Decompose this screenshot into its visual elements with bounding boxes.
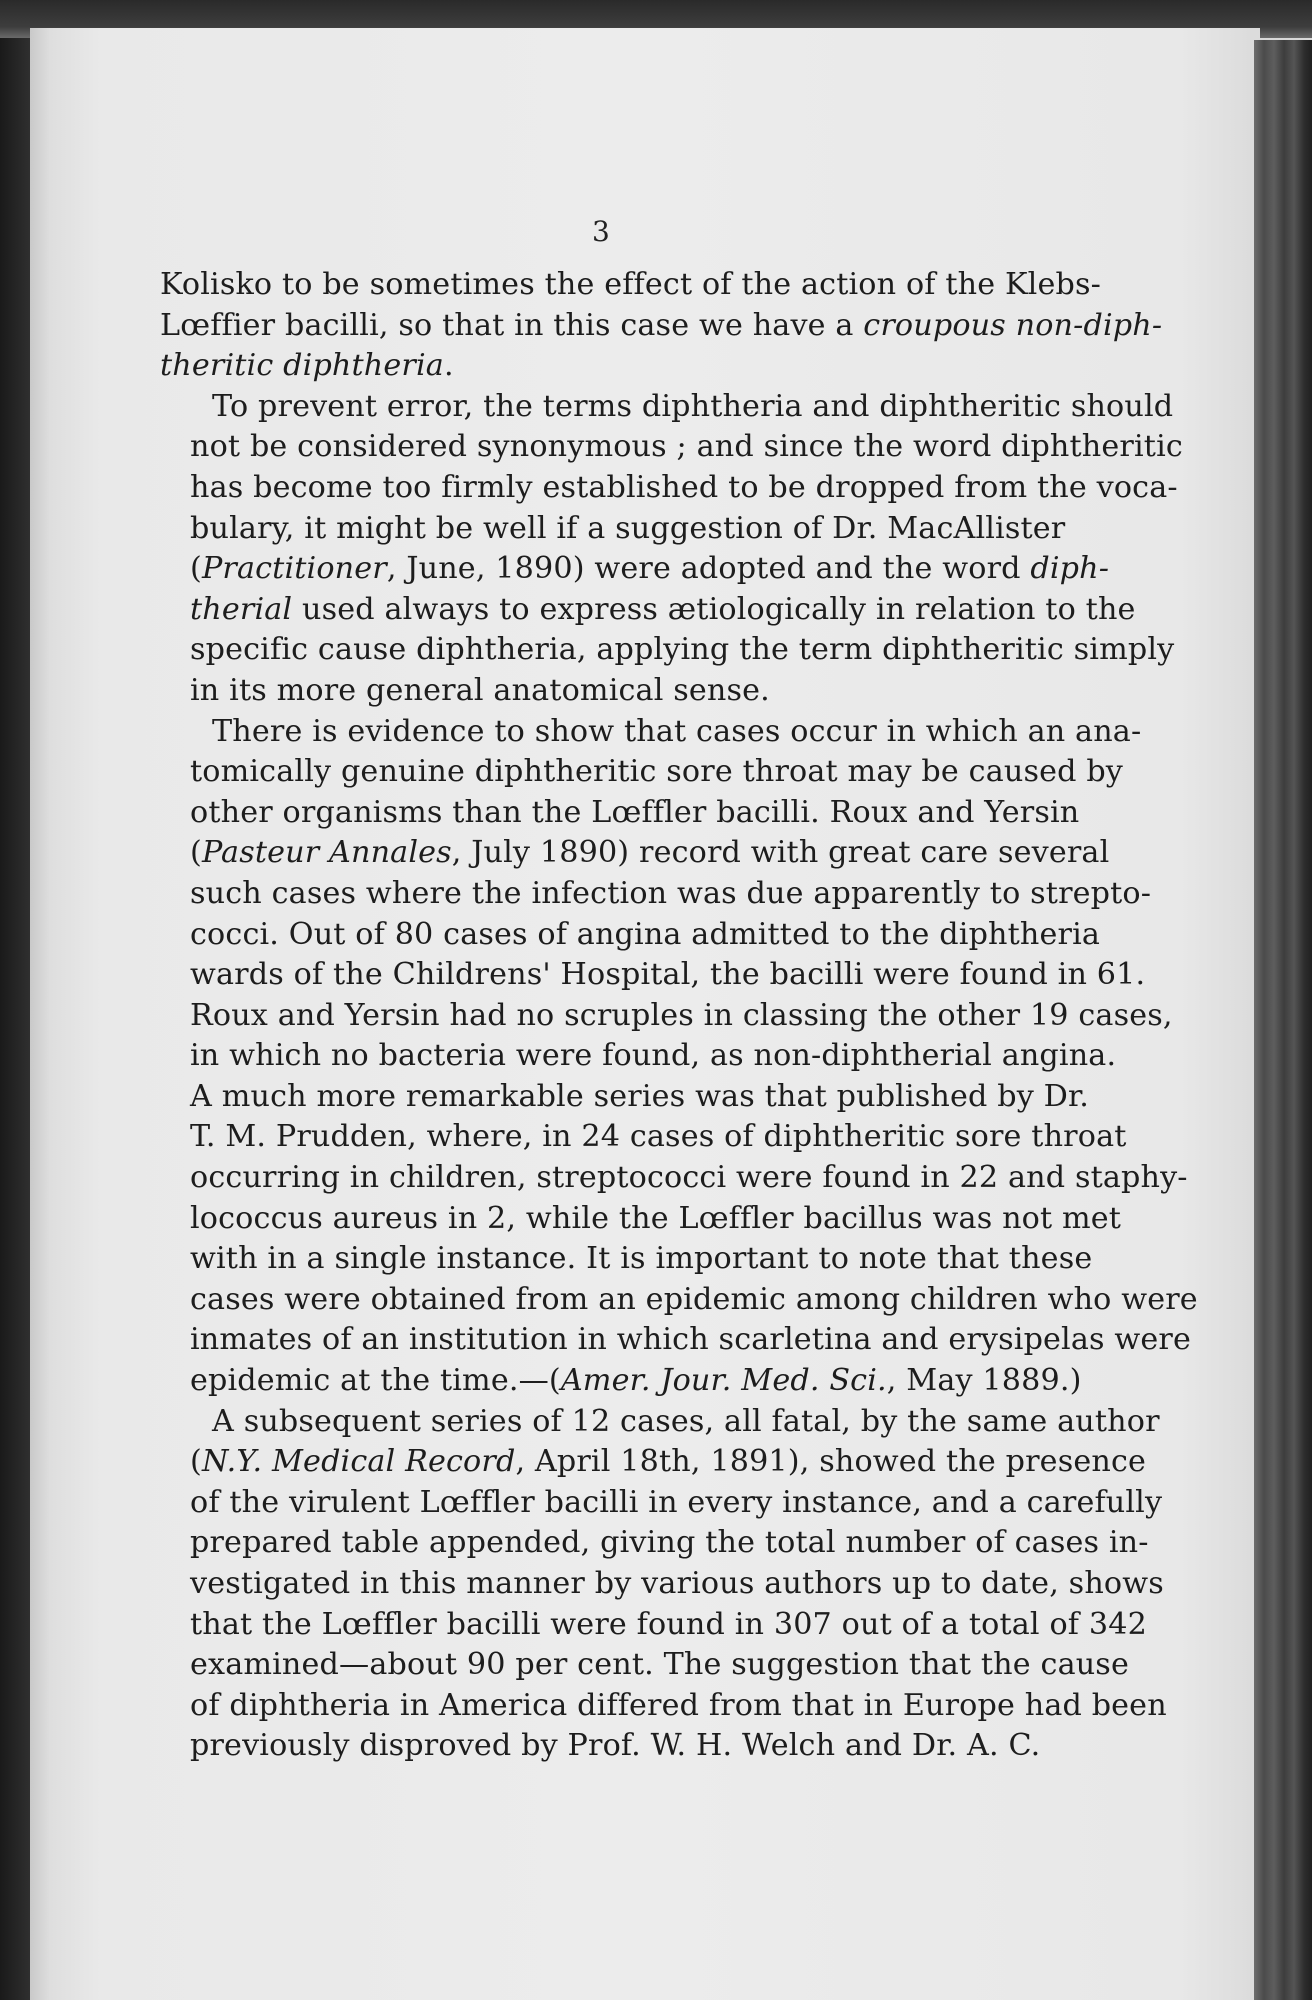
text-segment: other organisms than the Lœffler bacilli. Roux and Yersin <box>190 794 1080 830</box>
text-segment: To prevent error, the terms diphtheria and diphtheritic should <box>212 388 1174 424</box>
text-segment: prepared table appended, giving the total number of cases in- <box>190 1525 1149 1561</box>
text-line <box>160 671 1000 712</box>
text-segment: cases were obtained from an epidemic among children who were <box>190 1281 1198 1317</box>
text-line <box>160 915 1101 956</box>
italic-text: therial <box>190 591 293 627</box>
text-segment: T. M. Prudden, where, in 24 cases of diphtheritic sore throat <box>190 1119 1127 1155</box>
italic-text: diph- <box>1030 551 1110 587</box>
text-line <box>160 1117 1127 1158</box>
italic-text: Amer. Jour. Med. Sci. <box>560 1363 887 1399</box>
text-segment: specific cause diphtheria, applying the term diphtheritic simply <box>190 632 1175 668</box>
text-line <box>160 712 1142 753</box>
text-segment: Kolisko to be sometimes the effect of the action of the Klebs- <box>160 267 1101 302</box>
text-line <box>160 1077 1090 1118</box>
text-line <box>160 468 1178 509</box>
text-line <box>160 996 1173 1037</box>
text-line <box>160 1523 1149 1564</box>
text-segment: in which no bacteria were found, as non-diphtherial angina. <box>190 1038 1117 1074</box>
italic-text: Pasteur Annales <box>201 835 452 871</box>
text-segment: A subsequent series of 12 cases, all fatal, by the same author <box>212 1403 1160 1439</box>
text-line <box>160 793 1080 834</box>
text-line <box>160 387 1174 428</box>
text-segment: epidemic at the time.—( <box>190 1363 561 1399</box>
text-line <box>160 752 1124 793</box>
text-line <box>160 1726 1041 1767</box>
text-segment: , April 18th, 1891), showed the presence <box>515 1444 1147 1480</box>
text-segment: , July 1890) record with great care several <box>451 835 1110 871</box>
text-segment: in its more general anatomical sense. <box>190 672 770 708</box>
italic-text: croupous non-diph- <box>863 307 1163 343</box>
text-segment: examined—about 90 per cent. The suggestion that the cause <box>190 1647 1129 1683</box>
text-segment: of diphtheria in America differed from that in Europe had been <box>190 1687 1167 1723</box>
text-line <box>160 1320 1191 1361</box>
text-segment: Roux and Yersin had no scruples in classing the other 19 cases, <box>190 997 1173 1033</box>
text-line <box>160 1158 1188 1199</box>
text-segment: has become too firmly established to be dropped from the voca- <box>190 469 1178 505</box>
text-line <box>160 265 1101 306</box>
text-segment: There is evidence to show that cases occur in which an ana- <box>212 713 1142 749</box>
paragraph <box>160 387 1183 712</box>
text-line <box>160 509 1066 550</box>
text-line <box>160 590 1136 631</box>
text-segment: , June, 1890) were adopted and the word <box>386 551 1031 587</box>
paragraph <box>160 712 1198 1402</box>
italic-text: Practitioner <box>201 551 387 587</box>
text-line <box>160 833 1110 874</box>
italic-text: N.Y. Medical Record <box>201 1444 516 1480</box>
text-line <box>160 1199 1122 1240</box>
text-line <box>160 306 1163 347</box>
text-line <box>160 1605 1147 1646</box>
page-number: 3 <box>592 215 610 248</box>
text-segment: bulary, it might be well if a suggestion of Dr. MacAllister <box>190 510 1066 546</box>
text-line <box>160 427 1183 468</box>
text-segment: . <box>443 348 454 384</box>
text-segment: not be considered synonymous ; and since the word diphtheritic <box>190 429 1183 465</box>
text-segment: Lœffier bacilli, so that in this case we have a <box>160 307 864 343</box>
text-line <box>160 1239 1093 1280</box>
text-line <box>160 630 1175 671</box>
paragraph <box>160 1402 1167 1767</box>
text-line <box>160 1036 1117 1077</box>
text-segment: with in a single instance. It is important to note that these <box>190 1241 1093 1277</box>
text-line <box>160 1564 1164 1605</box>
text-line <box>160 549 1110 590</box>
text-line <box>160 955 1146 996</box>
text-segment: ( <box>190 551 202 587</box>
text-line <box>160 1483 1163 1524</box>
text-segment: ( <box>190 1444 202 1480</box>
book-spine-edge <box>1254 40 1312 2000</box>
text-segment: that the Lœffler bacilli were found in 307 out of a total of 342 <box>190 1606 1147 1642</box>
text-segment: such cases where the infection was due apparently to strepto- <box>190 875 1152 911</box>
text-segment: wards of the Childrens' Hospital, the bacilli were found in 61. <box>190 957 1146 993</box>
text-segment: occurring in children, streptococci were found in 22 and staphy- <box>190 1160 1188 1196</box>
text-line <box>160 1645 1129 1686</box>
italic-text: theritic diphtheria <box>160 348 444 384</box>
text-segment: tomically genuine diphtheritic sore throat may be caused by <box>190 754 1124 790</box>
text-segment: previously disproved by Prof. W. H. Welch and Dr. A. C. <box>190 1728 1041 1764</box>
text-line <box>160 1686 1167 1727</box>
text-line <box>160 874 1152 915</box>
text-segment: ( <box>190 835 202 871</box>
text-line <box>160 1402 1160 1443</box>
text-segment: used always to express ætiologically in relation to the <box>292 591 1136 627</box>
paragraph <box>160 265 1163 387</box>
text-segment: lococcus aureus in 2, while the Lœffler bacillus was not met <box>190 1200 1122 1236</box>
text-line <box>160 1442 1147 1483</box>
text-segment: vestigated in this manner by various authors up to date, shows <box>190 1566 1164 1601</box>
text-line <box>160 1361 1082 1402</box>
text-segment: of the virulent Lœffler bacilli in every instance, and a carefully <box>190 1484 1163 1520</box>
book-left-edge <box>0 0 30 2000</box>
text-segment: A much more remarkable series was that published by Dr. <box>190 1078 1090 1114</box>
text-line <box>160 346 1000 387</box>
text-segment: inmates of an institution in which scarletina and erysipelas were <box>190 1322 1191 1358</box>
body-text <box>160 265 1198 1767</box>
text-segment: cocci. Out of 80 cases of angina admitted to the diphtheria <box>190 916 1101 952</box>
text-segment: , May 1889.) <box>886 1363 1082 1399</box>
text-line <box>160 1280 1198 1321</box>
